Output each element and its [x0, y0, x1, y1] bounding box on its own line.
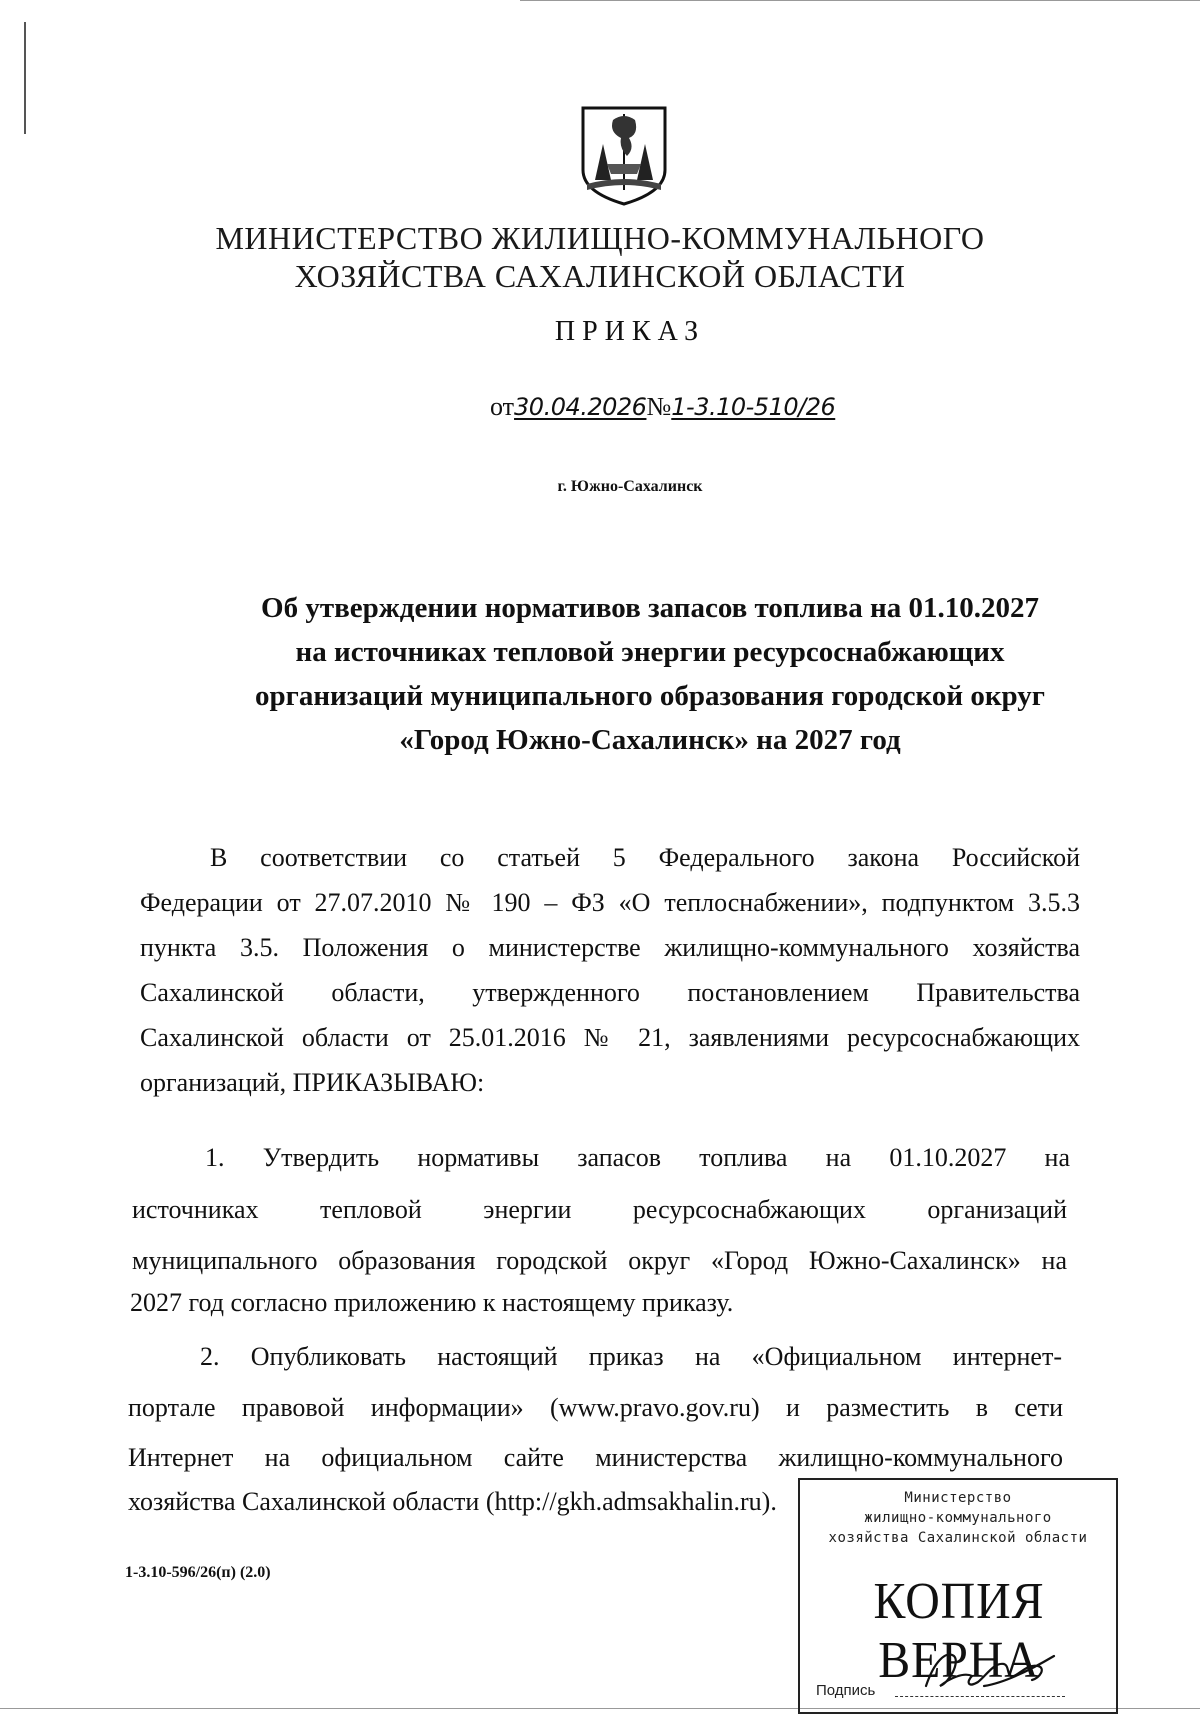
body-line: Сахалинской области от 25.01.2016 № 21, заявлениями ресурсоснабжающих	[140, 1023, 1080, 1052]
handwritten-signature	[920, 1642, 1060, 1698]
body-line: организаций, ПРИКАЗЫВАЮ:	[140, 1068, 485, 1097]
ministry-name-line2: ХОЗЯЙСТВА САХАЛИНСКОЙ ОБЛАСТИ	[294, 258, 906, 294]
body-line: 2. Опубликовать настоящий приказ на «Официальном интернет-	[200, 1342, 1062, 1371]
stamp-copy-verified-text: КОПИЯ ВЕРНА	[873, 1573, 1045, 1689]
number-prefix: №	[646, 392, 672, 421]
scan-top-line	[520, 0, 1200, 1]
handwritten-number: 1-3.10-510/26	[671, 393, 836, 421]
body-line: источниках тепловой энергии ресурсоснабжающих организаций	[132, 1195, 1067, 1224]
body-line: муниципального образования городской округ «Город Южно-Сахалинск» на	[132, 1246, 1067, 1275]
ministry-name-line1: МИНИСТЕРСТВО ЖИЛИЩНО-КОММУНАЛЬНОГО	[215, 220, 985, 256]
copy-certified-stamp	[798, 1478, 1118, 1714]
body-line: 2027 год согласно приложению к настоящему приказу.	[130, 1288, 734, 1317]
document-type: ПРИКАЗ	[554, 316, 706, 347]
stamp-org-line3: хозяйства Сахалинской области	[828, 1530, 1088, 1546]
city: г. Южно-Сахалинск	[557, 478, 703, 495]
document-title-line: Об утверждении нормативов запасов топлива на 01.10.2027	[261, 592, 1039, 624]
document-title-line: на источниках тепловой энергии ресурсоснабжающих	[295, 636, 1005, 668]
body-line: Федерации от 27.07.2010 № 190 – ФЗ «О теплоснабжении», подпунктом 3.5.3	[140, 888, 1080, 917]
date-prefix: от	[490, 392, 515, 421]
coat-of-arms-emblem	[577, 104, 671, 206]
document-title-line: «Город Южно-Сахалинск» на 2027 год	[399, 724, 901, 756]
handwritten-date: 30.04.2026	[514, 393, 647, 421]
body-line: В соответствии со статьей 5 Федерального закона Российской	[210, 843, 1080, 872]
stamp-org-line2: жилищно-коммунального	[864, 1510, 1052, 1526]
stamp-signature-label: Подпись	[816, 1682, 876, 1699]
scan-edge-line	[24, 22, 26, 134]
body-line: Сахалинской области, утвержденного постановлением Правительства	[140, 978, 1080, 1007]
date-number-line	[490, 392, 835, 422]
body-line: пункта 3.5. Положения о министерстве жилищно-коммунального хозяйства	[140, 933, 1080, 962]
body-line: Интернет на официальном сайте министерства жилищно-коммунального	[128, 1443, 1063, 1472]
body-line: портале правовой информации» (www.pravo.gov.ru) и разместить в сети	[128, 1393, 1063, 1422]
document-code: 1-3.10-596/26(п) (2.0)	[125, 1564, 271, 1581]
document-title-line: организаций муниципального образования городской округ	[255, 680, 1045, 712]
body-line: хозяйства Сахалинской области (http://gkh.admsakhalin.ru).	[128, 1487, 777, 1516]
body-line: 1. Утвердить нормативы запасов топлива на 01.10.2027 на	[205, 1143, 1070, 1172]
stamp-org-line1: Министерство	[904, 1490, 1012, 1506]
